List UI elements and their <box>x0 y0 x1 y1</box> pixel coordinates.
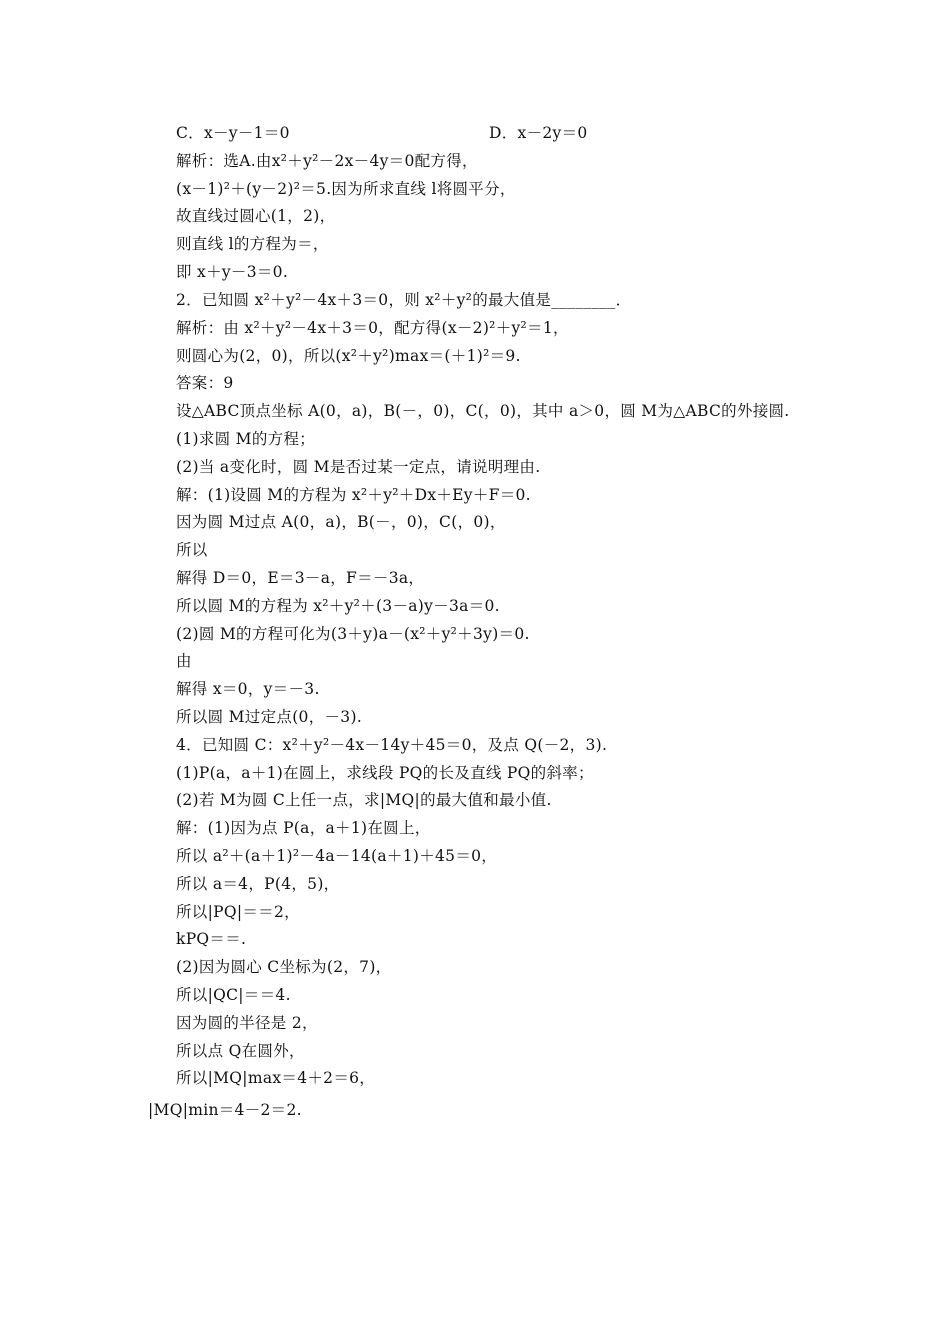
text-line: 即 x＋y－3＝0. <box>176 263 289 281</box>
question-3: 设△ABC顶点坐标 A(0，a)，B(－，0)，C(，0)，其中 a＞0，圆 M为△ABC的外接圆. <box>176 402 790 420</box>
text-line: 故直线过圆心(1，2)， <box>176 207 336 225</box>
text-line: 解：(1)因为点 P(a，a＋1)在圆上， <box>176 819 431 837</box>
text-line: (2)当 a变化时，圆 M是否过某一定点，请说明理由. <box>176 458 541 476</box>
text-line: 因为圆的半径是 2， <box>176 1014 318 1032</box>
text-line: 所以|MQ|max＝4＋2＝6， <box>176 1069 376 1087</box>
text-line: (x－1)²＋(y－2)²＝5.因为所求直线 l将圆平分， <box>176 180 516 198</box>
text-line: 所以|QC|＝＝4. <box>176 986 291 1004</box>
text-line: 所以圆 M的方程为 x²＋y²＋(3－a)y－3a＝0. <box>176 597 500 615</box>
text-line: kPQ＝＝. <box>176 930 247 948</box>
text-line: 所以点 Q在圆外， <box>176 1042 305 1060</box>
question-2: 2．已知圆 x²＋y²－4x＋3＝0，则 x²＋y²的最大值是________． <box>176 291 632 309</box>
text-line: |MQ|min＝4－2＝2. <box>148 1101 302 1119</box>
text-line: 所以圆 M过定点(0，－3). <box>176 708 363 726</box>
text-line: 所以 <box>176 541 208 559</box>
option-c: C．x－y－1＝0 <box>176 124 290 142</box>
text-line: 解析：选A.由x²＋y²－2x－4y＝0配方得， <box>176 152 478 170</box>
text-line: (1)求圆 M的方程； <box>176 430 316 448</box>
question-4: 4．已知圆 C：x²＋y²－4x－14y＋45＝0，及点 Q(－2，3). <box>176 736 608 754</box>
text-line: (2)圆 M的方程可化为(3＋y)a－(x²＋y²＋3y)＝0. <box>176 625 530 643</box>
text-line: 解得 D＝0，E＝3－a，F＝－3a， <box>176 569 425 587</box>
text-line: 则圆心为(2，0)，所以(x²＋y²)max＝(＋1)²＝9. <box>176 347 521 365</box>
text-line: 所以|PQ|＝＝2， <box>176 903 300 921</box>
text-line: 解：(1)设圆 M的方程为 x²＋y²＋Dx＋Ey＋F＝0. <box>176 486 531 504</box>
text-line: (1)P(a，a＋1)在圆上，求线段 PQ的长及直线 PQ的斜率； <box>176 764 594 782</box>
text-line: 解析：由 x²＋y²－4x＋3＝0，配方得(x－2)²＋y²＝1， <box>176 319 569 337</box>
text-line: 因为圆 M过点 A(0，a)，B(－，0)，C(，0)， <box>176 513 506 531</box>
answer: 答案：9 <box>176 374 234 392</box>
text-line: 则直线 l的方程为＝， <box>176 235 329 253</box>
text-line: (2)若 M为圆 C上任一点，求|MQ|的最大值和最小值. <box>176 791 552 809</box>
text-line: 所以 a＝4，P(4，5)， <box>176 875 340 893</box>
text-line: (2)因为圆心 C坐标为(2，7)， <box>176 958 392 976</box>
text-line: 解得 x＝0，y＝－3. <box>176 680 320 698</box>
option-d: D．x－2y＝0 <box>489 124 588 142</box>
text-line: 由 <box>176 652 192 670</box>
text-line: 所以 a²＋(a＋1)²－4a－14(a＋1)＋45＝0， <box>176 847 498 865</box>
